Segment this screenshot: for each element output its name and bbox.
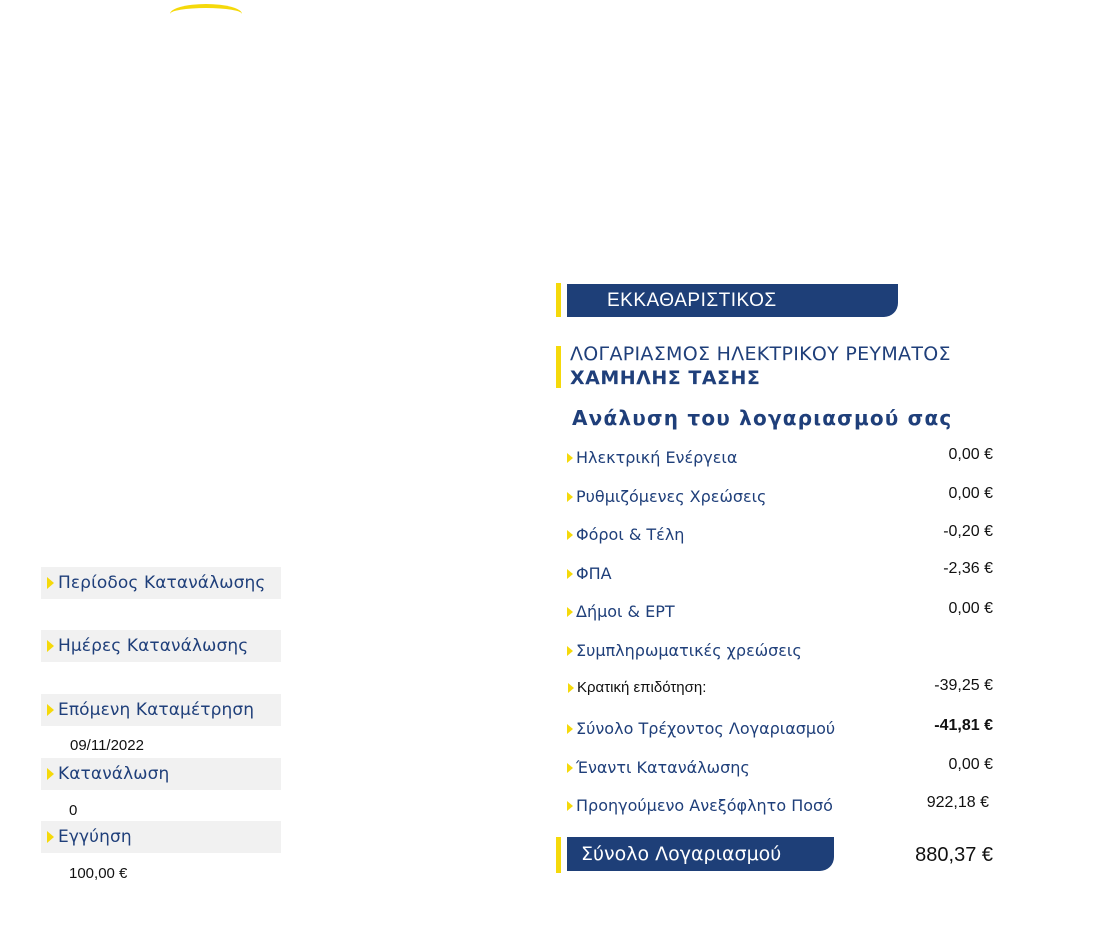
charge-row	[567, 525, 997, 549]
label-text: Επόμενη Καταμέτρηση	[58, 700, 255, 720]
arrow-right-icon	[567, 530, 573, 540]
charge-label: Συμπληρωματικές χρεώσεις	[576, 641, 802, 660]
analysis-title: Ανάλυση του λογαριασμού σας	[572, 406, 953, 430]
charge-name	[567, 679, 706, 696]
badge-accent-bar	[556, 283, 561, 317]
arrow-right-icon	[567, 724, 573, 734]
charge-row	[567, 758, 997, 782]
arrow-right-icon	[47, 640, 54, 652]
consumption-label	[41, 758, 281, 790]
charge-amount: -41,81 €	[934, 717, 993, 734]
arrow-right-icon	[567, 492, 573, 502]
charge-name	[567, 525, 684, 544]
charge-name	[567, 602, 675, 621]
charge-row	[567, 602, 997, 626]
charge-amount: 922,18 €	[926, 794, 989, 811]
consumption-period-label	[41, 567, 281, 599]
charge-label: ΦΠΑ	[576, 564, 612, 583]
charge-amount: -39,25 €	[934, 677, 993, 694]
total-label-banner	[567, 837, 834, 871]
charge-row	[567, 560, 997, 588]
charge-name	[567, 448, 737, 467]
previous-balance-row	[567, 796, 997, 820]
arrow-right-icon	[567, 763, 573, 773]
charge-amount: 0,00 €	[948, 485, 993, 502]
label-text: Ημέρες Κατανάλωσης	[58, 636, 249, 656]
next-reading-label	[41, 694, 281, 726]
arrow-right-icon	[567, 646, 573, 656]
charge-amount: 0,00 €	[948, 600, 993, 617]
label-text: Περίοδος Κατανάλωσης	[58, 573, 266, 593]
charge-amount: 0,00 €	[948, 446, 993, 463]
subsidy-row	[567, 679, 997, 703]
bill-title-line2: ΧΑΜΗΛΗΣ ΤΑΣΗΣ	[570, 367, 761, 389]
bill-title-line1: ΛΟΓΑΡΙΑΣΜΟΣ ΗΛΕΚΤΡΙΚΟΥ ΡΕΥΜΑΤΟΣ	[570, 343, 951, 365]
arrow-right-icon	[567, 607, 573, 617]
arrow-right-icon	[568, 683, 574, 693]
charge-row	[567, 487, 997, 511]
charge-label: Σύνολο Τρέχοντος Λογαριασμού	[576, 719, 836, 738]
charge-amount: -2,36 €	[943, 560, 993, 577]
total-label: Σύνολο Λογαριασμού	[581, 843, 782, 865]
deposit-label	[41, 821, 281, 853]
total-accent-bar	[556, 837, 561, 873]
consumption-value: 0	[69, 802, 78, 819]
charge-row	[567, 641, 997, 665]
charge-label: Ρυθμιζόμενες Χρεώσεις	[576, 487, 767, 506]
arrow-right-icon	[567, 453, 573, 463]
arrow-right-icon	[567, 801, 573, 811]
charge-name	[567, 641, 802, 660]
arrow-right-icon	[47, 768, 54, 780]
charge-name	[567, 719, 835, 738]
charge-label: Προηγούμενο Ανεξόφλητο Ποσό	[576, 796, 833, 815]
bill-type-badge	[567, 284, 898, 317]
arrow-right-icon	[567, 569, 573, 579]
charge-label: Κρατική επιδότηση:	[577, 679, 707, 696]
charge-name	[567, 487, 766, 506]
logo-arc	[170, 4, 242, 14]
title-accent-bar	[556, 346, 561, 388]
charge-amount: 0,00 €	[948, 756, 993, 773]
charge-label: Φόροι & Τέλη	[576, 525, 685, 544]
charge-label: Έναντι Κατανάλωσης	[576, 758, 750, 777]
arrow-right-icon	[47, 831, 54, 843]
charge-name	[567, 758, 750, 777]
label-text: Εγγύηση	[58, 827, 132, 847]
charge-name	[567, 564, 612, 583]
charge-label: Ηλεκτρική Ενέργεια	[576, 448, 738, 467]
deposit-value: 100,00 €	[69, 865, 128, 882]
next-reading-value: 09/11/2022	[70, 737, 144, 754]
charge-row	[567, 448, 997, 472]
charge-label: Δήμοι & ΕΡΤ	[576, 602, 675, 621]
consumption-days-label	[41, 630, 281, 662]
bill-type-text: ΕΚΚΑΘΑΡΙΣΤΙΚΟΣ	[607, 289, 777, 311]
current-total-row	[567, 719, 997, 743]
arrow-right-icon	[47, 704, 54, 716]
arrow-right-icon	[47, 577, 54, 589]
charge-amount: -0,20 €	[943, 523, 993, 540]
total-amount: 880,37 €	[915, 844, 993, 866]
label-text: Κατανάλωση	[58, 764, 170, 784]
charge-name	[567, 796, 833, 815]
